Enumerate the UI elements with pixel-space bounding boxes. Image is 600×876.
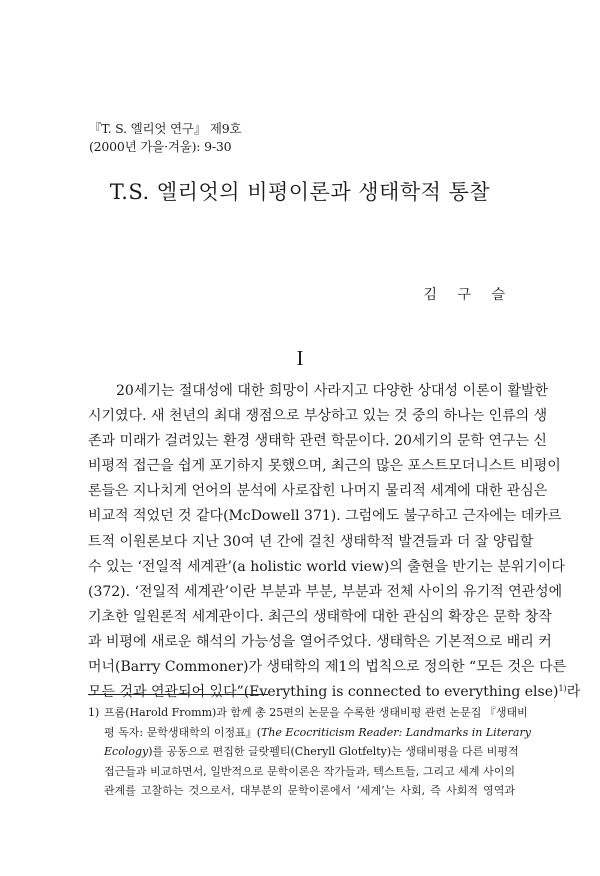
footnote-text: 평 독자: 문학생태학의 이정표』( — [104, 725, 261, 739]
paper-title: T.S. 엘리엇의 비평이론과 생태학적 통찰 — [109, 180, 491, 204]
body-line: 트적 이원론보다 지난 30여 년 간에 걸친 생태학적 발견들과 더 잘 양립할 — [88, 533, 534, 550]
body-line-text: 라 — [566, 684, 581, 701]
footnote — [88, 703, 531, 801]
footnote-line — [88, 703, 528, 723]
footnote-text: 프롬(Harold Fromm)과 함께 총 25편의 논문을 수록한 생태비평 관련 논문집 『생태비 — [104, 706, 528, 719]
body-line: 과 비평에 새로운 해석의 가능성을 열어주었다. 생태학은 기본적으로 배리 커 — [88, 633, 552, 650]
footnote-divider — [88, 694, 268, 695]
footnote-line — [88, 723, 531, 743]
body-line: 비평적 접근을 쉽게 포기하지 못했으며, 최근의 많은 포스트모더니스트 비평이 — [88, 458, 561, 475]
footnote-line: 접근들과 비교하면서, 일반적으로 문학이론은 작가들과, 텍스트들, 그리고 세계 사이의 — [104, 764, 515, 778]
section-heading: I — [296, 346, 304, 370]
body-line-text: 모든 것과 연관되어 있다”(Everything is connected to everything else) — [88, 684, 559, 701]
body-line: 시기였다. 새 천년의 최대 쟁점으로 부상하고 있는 것 중의 하나는 인류의 생 — [88, 408, 548, 425]
body-line: 머너(Barry Commoner)가 생태학의 제1의 법칙으로 정의한 “모든 것은 다른 — [88, 659, 567, 676]
footnote-book-title: The Ecocriticism Reader: Landmarks in Literary — [261, 725, 531, 739]
footnote-line — [88, 742, 519, 762]
journal-title: 『T. S. 엘리엇 연구』 제9호 — [89, 121, 242, 136]
body-line: 기초한 일원론적 세계관이다. 최근의 생태학에 대한 관심의 확장은 문학 창작 — [88, 608, 552, 625]
body-line: 존과 미래가 걸려있는 환경 생태학 관련 학문이다. 20세기의 문학 연구는 신 — [88, 433, 547, 450]
body-line: 비교적 적었던 것 같다(McDowell 371). 그럼에도 불구하고 근자에는 데카르 — [88, 508, 562, 525]
body-line: 수 있는 ‘전일적 세계관’(a holistic world view)의 출현을 반기는 분위기이다 — [88, 558, 565, 575]
footnote-book-title: Ecology — [104, 745, 149, 759]
journal-issue: (2000년 가을·겨울): 9-30 — [89, 139, 232, 154]
footnote-number: 1) — [88, 706, 100, 719]
body-line: 20세기는 절대성에 대한 희망이 사라지고 다양한 상대성 이론이 활발한 — [116, 383, 549, 399]
footnote-text: )를 공동으로 편집한 글랏펠티(Cheryll Glotfelty)는 생태비평을 다른 비평적 — [148, 745, 519, 759]
journal-header — [89, 120, 241, 156]
body-line — [88, 680, 581, 705]
body-line: (372). ‘전일적 세계관’이란 부분과 부분, 부분과 전체 사이의 유기적 연관성에 — [88, 583, 563, 600]
body-text — [88, 379, 581, 705]
body-line: 론들은 지나치게 언어의 분석에 사로잡힌 나머지 물리적 세계에 대한 관심은 — [88, 483, 548, 500]
author-name: 김 구 슬 — [423, 287, 513, 303]
footnote-reference[interactable]: 1) — [558, 684, 567, 694]
footnote-line: 관계를 고찰하는 것으로서, 대부분의 문학이론에서 ‘세계’는 사회, 즉 사회적 영역과 — [104, 784, 515, 798]
